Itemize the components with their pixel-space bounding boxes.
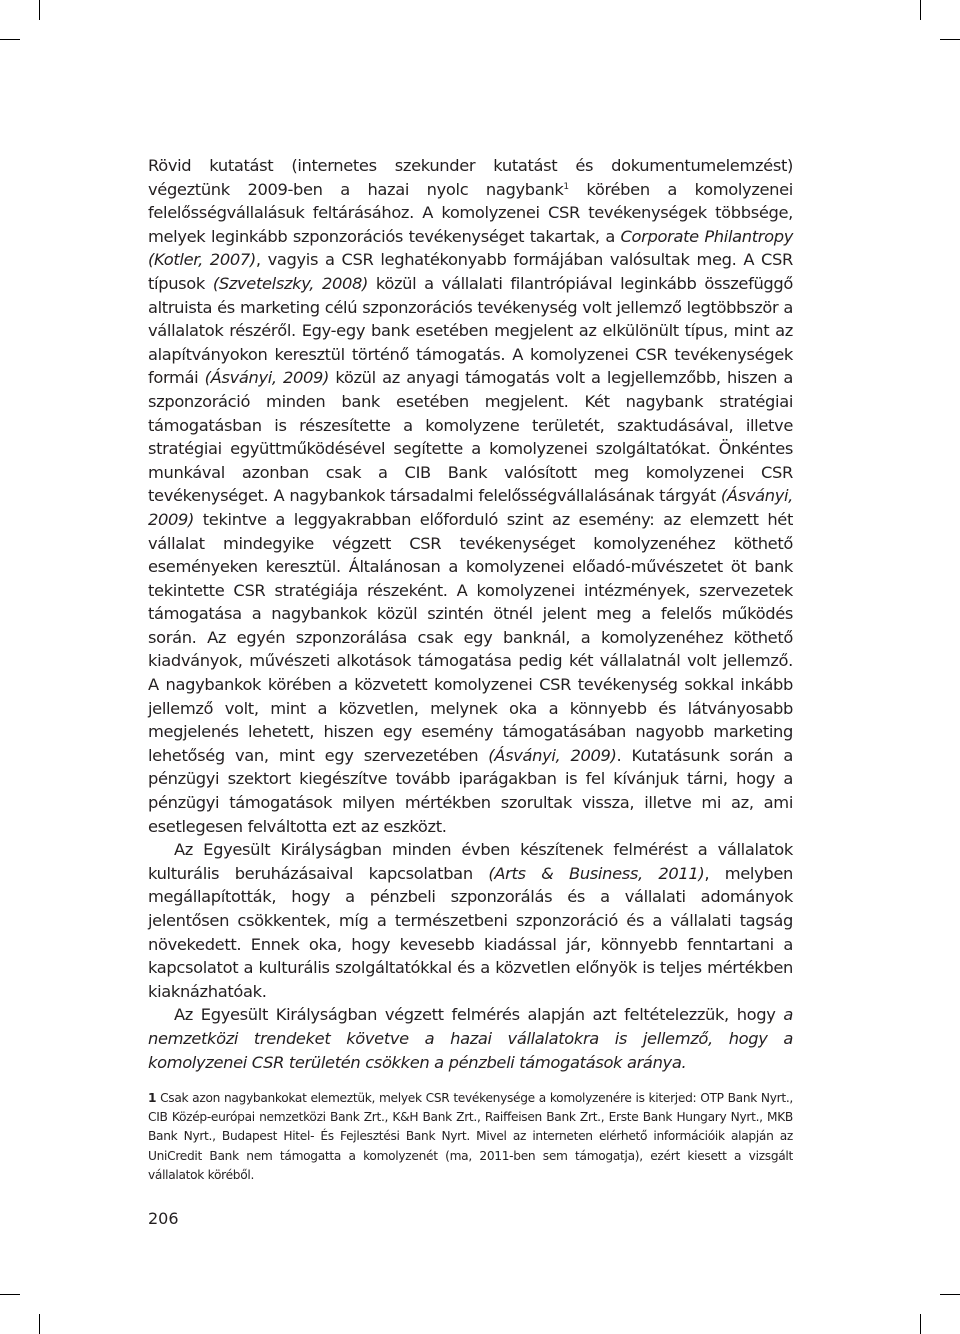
hypothesis: a nemzetközi trendeket követve a hazai vállalatokra is jellemző, hogy a komolyzenei CSR területén csökken a pénzbeli támogatások aránya.	[148, 1005, 793, 1072]
text-segment: közül az anyagi támogatás volt a legjellemzőbb, hiszen a szponzoráció minden bank esetében megjelent. Két nagybank stratégiai támogatásban is részesítette a komolyzene területét, szaktudásával, illetve stratégiai együttműködésével segítette a komolyzenei szolgáltatókat. Önkéntes munkával azonban csak a CIB Bank valósított meg komolyzenei CSR tevékenységet. A nagybankok társadalmi felelősségvállalásának tárgyát	[148, 368, 794, 506]
paragraph-2	[148, 838, 793, 1003]
citation: (Ásványi, 2009)	[488, 745, 617, 765]
crop-mark-bottom-left-vertical	[39, 1314, 40, 1334]
citation: Corporate Philantropy (Kotler, 2007)	[148, 226, 793, 270]
crop-mark-top-right-vertical	[920, 0, 921, 20]
footnote-text: Csak azon nagybankokat elemeztük, melyek CSR tevékenysége a komolyzenére is kiterjed: OTP Bank Nyrt., CIB Közép-európai nemzetközi Bank Zrt., K&H Bank Zrt., Raiffeisen Bank Zrt., Erste Bank Hungary Nyrt., MKB Bank Nyrt., Budapest Hitel- És Fejlesztési Bank Nyrt. Mivel az interneten elérhető információik alapján az UniCredit Bank nem támogatta a komolyzenét (ma, 2011-ben sem támogatja), ezért kiesett a vizsgált vállalatok köréből.	[148, 1091, 793, 1182]
crop-mark-top-left-vertical	[39, 0, 40, 20]
text-segment: Rövid kutatást (internetes szekunder kutatást és dokumentumelemzést) végeztünk 2009-ben a hazai nyolc nagybank	[148, 156, 793, 199]
crop-mark-top-right-horizontal	[940, 39, 960, 40]
crop-mark-top-left-horizontal	[0, 39, 20, 40]
paragraph-3	[148, 1003, 793, 1074]
page-number: 206	[148, 1209, 179, 1228]
crop-mark-bottom-right-vertical	[920, 1314, 921, 1334]
footnote	[148, 1089, 793, 1185]
citation: (Szvetelszky, 2008)	[212, 273, 369, 293]
text-segment: tekintve a leggyakrabban előforduló szint az esemény: az elemzett hét vállalat mindegyike végzett CSR tevékenységet komolyzenéhez köthető eseményeken keresztül. Általánosan a komolyzenei előadó-művészetet öt bank tekintette CSR stratégiája részeként. A komolyzenei intézmények, szervezetek támogatása a nagybankok közül szintén ötnél jelent meg a felelős működés során. Az egyén szponzorálása csak egy banknál, a komolyzenéhez köthető kiadványok, művészeti alkotások támogatása pedig két vállalatnál volt jellemző. A nagybankok körében a közvetett komolyzenei CSR tevékenység sokkal inkább jellemző volt, mint a közvetlen, melynek oka a könnyebb és látványosabb megjelenés lehetett, hiszen egy esemény támogatásában nagyobb marketing lehetőség van, mint egy szervezetében	[148, 509, 793, 765]
text-segment: Az Egyesült Királyságban végzett felmérés alapján azt feltételezzük, hogy	[174, 1005, 784, 1025]
text-segment: . Kutatásunk során a pénzügyi szektort kiegészítve tovább iparágakban is fel kívánjuk tárni, hogy a pénzügyi támogatások milyen mértékben szorultak vissza, illetve mi az, ami esetlegesen felváltotta ezt az eszközt.	[148, 745, 793, 836]
paragraph-1	[148, 154, 793, 838]
citation: (Ásványi, 2009)	[148, 486, 793, 529]
footnote-marker: 1	[563, 181, 569, 192]
text-segment: körében a komolyzenei felelősségvállalásuk feltárásához. A komolyzenei CSR tevékenységek többsége, melyek leginkább szponzorációs tevékenységet takartak, a	[148, 179, 793, 246]
text-segment: Az Egyesült Királyságban minden évben készítenek felmérést a vállalatok kulturális beruházásaival kapcsolatban	[148, 840, 793, 883]
text-segment: , vagyis a CSR leghatékonyabb formájában valósultak meg. A CSR típusok	[148, 250, 793, 293]
body-text	[148, 154, 793, 1074]
footnote-number: 1	[148, 1091, 157, 1105]
text-segment: , melyben megállapították, hogy a pénzbeli szponzorálás és a vállalati adományok jelentősen csökkentek, míg a természetbeni szponzoráció és a vállalati tagság növekedett. Ennek oka, hogy kevesebb kiadással jár, könnyebb fenntartani a kapcsolatot a kulturális szolgáltatókkal és a közvetlen előnyök is teljes mértékben kiaknázhatóak.	[148, 863, 793, 1001]
citation: (Ásványi, 2009)	[204, 368, 330, 388]
text-segment: közül a vállalati filantrópiával leginkább összefüggő altruista és marketing célú szponzorációs tevékenység volt jellemző legtöbbször a vállalatok részéről. Egy-egy bank esetében megjelent az elkülönült típus, mint az alapítványokon keresztül történő támogatás. A komolyzenei CSR tevékenységek formái	[148, 273, 793, 388]
crop-mark-bottom-left-horizontal	[0, 1294, 20, 1295]
crop-mark-bottom-right-horizontal	[940, 1294, 960, 1295]
citation: (Arts & Business, 2011)	[488, 863, 705, 883]
